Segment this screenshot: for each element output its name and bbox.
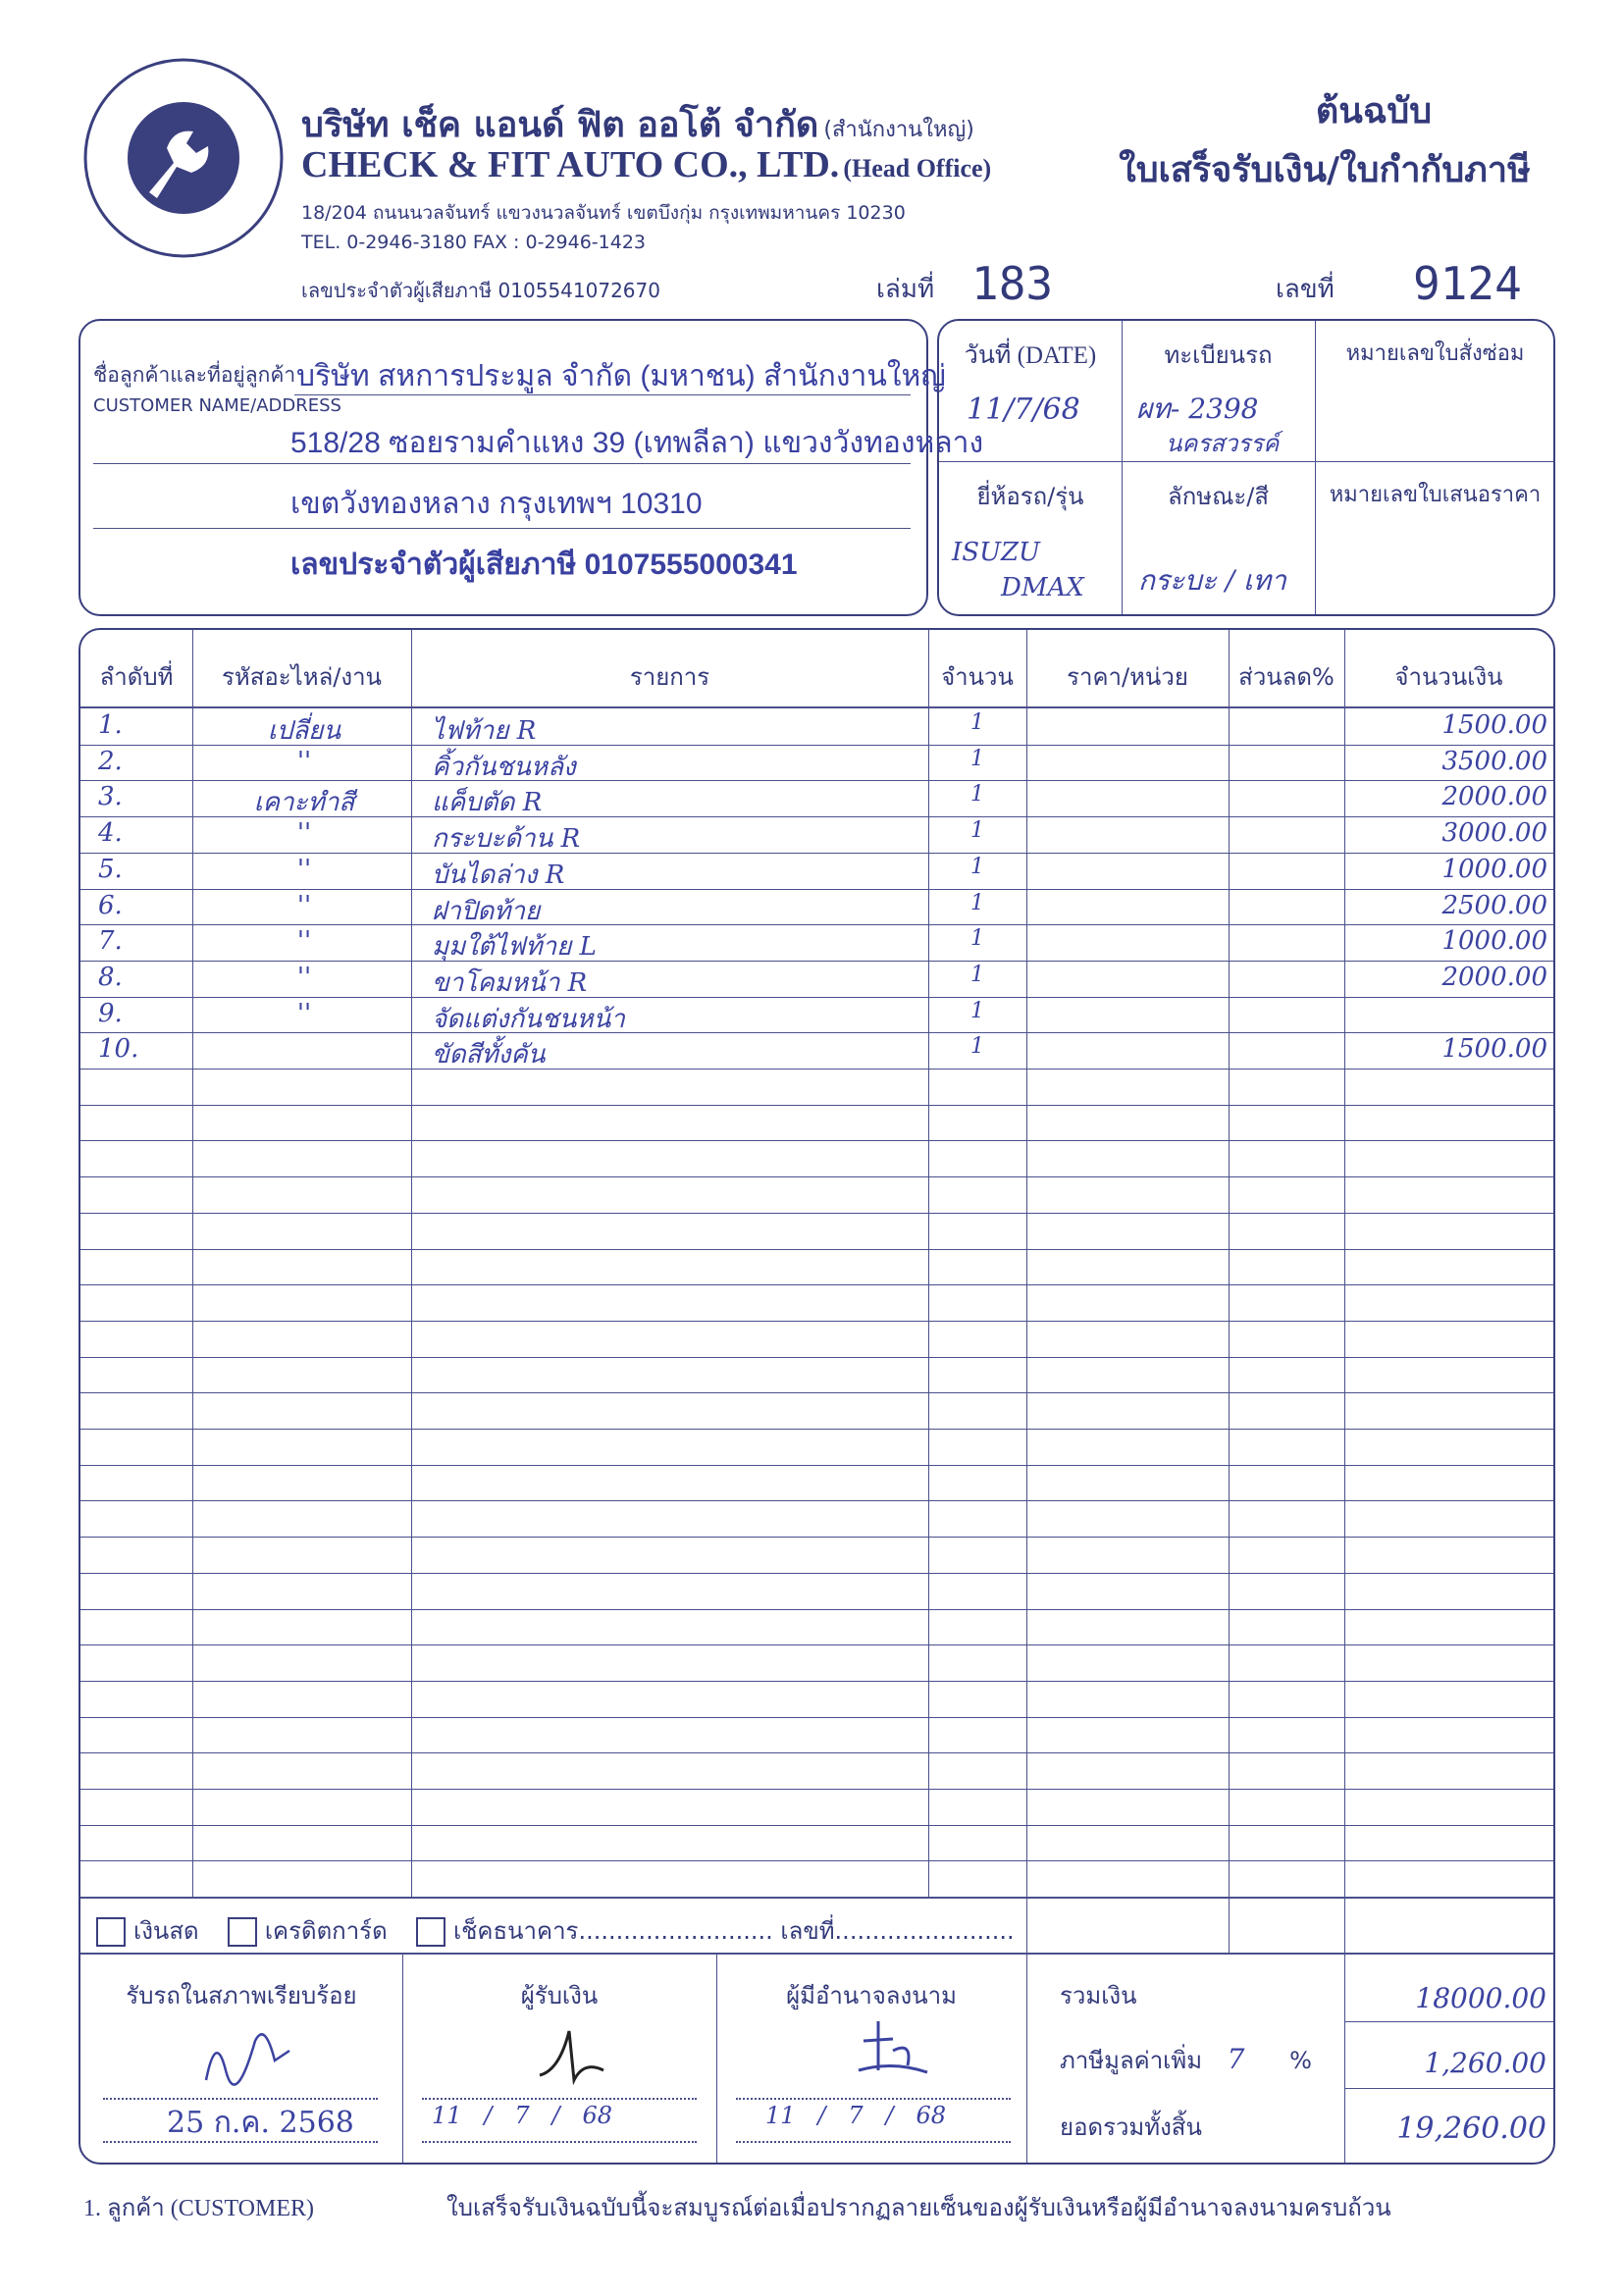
company-name-en-line bbox=[301, 143, 991, 186]
item-amount: 1000.00 bbox=[1441, 926, 1547, 957]
col-header-price: ราคา/หน่วย bbox=[1067, 663, 1188, 691]
company-phone: TEL. 0-2946-3180 FAX : 0-2946-1423 bbox=[301, 232, 647, 253]
date-header: วันที่ (DATE) bbox=[964, 342, 1097, 369]
item-code: '' bbox=[296, 890, 312, 920]
customer-label-en: CUSTOMER NAME/ADDRESS bbox=[93, 395, 341, 416]
item-amount: 3000.00 bbox=[1441, 818, 1547, 849]
grid-line bbox=[1344, 630, 1345, 1953]
item-no: 7. bbox=[98, 926, 123, 957]
grid-line bbox=[80, 1752, 1553, 1753]
book-number: 183 bbox=[971, 257, 1054, 310]
receiver-date: 11 / 7 / 68 bbox=[432, 2102, 613, 2129]
grid-line bbox=[80, 1717, 1553, 1718]
item-code: '' bbox=[296, 854, 312, 884]
document-title: ใบเสร็จรับเงิน/ใบกำกับภาษี bbox=[1119, 150, 1531, 190]
plate-value-1: ผท- 2398 bbox=[1136, 392, 1259, 425]
item-code: เปลี่ยน bbox=[267, 716, 341, 746]
company-name-th-suffix: (สำนักงานใหญ่) bbox=[823, 118, 974, 142]
item-no: 4. bbox=[98, 818, 123, 849]
item-qty: 1 bbox=[970, 998, 984, 1023]
item-description: ไฟท้าย R bbox=[432, 716, 537, 746]
brand-value-1: ISUZU bbox=[952, 538, 1040, 567]
grid-line bbox=[80, 1357, 1553, 1358]
credit-card-label: เครดิตการ์ด bbox=[264, 1917, 388, 1945]
item-code: '' bbox=[296, 962, 312, 992]
col-header-amount: จำนวนเงิน bbox=[1394, 663, 1503, 691]
grid-line bbox=[80, 1681, 1553, 1682]
repair-order-header: หมายเลขใบสั่งซ่อม bbox=[1345, 341, 1525, 366]
authorized-signature bbox=[844, 2011, 942, 2094]
plate-header: ทะเบียนรถ bbox=[1164, 341, 1273, 369]
item-no: 9. bbox=[98, 998, 123, 1028]
item-qty: 1 bbox=[970, 890, 984, 915]
company-name-th: บริษัท เช็ค แอนด์ ฟิต ออโต้ จำกัด bbox=[301, 105, 819, 145]
item-description: มุมใต้ไฟท้าย L bbox=[432, 932, 597, 963]
cash-label: เงินสด bbox=[133, 1917, 199, 1945]
item-qty: 1 bbox=[970, 962, 984, 987]
grid-line bbox=[80, 1500, 1553, 1501]
item-amount: 1500.00 bbox=[1441, 1034, 1547, 1065]
authorized-label: ผู้มีอำนาจลงนาม bbox=[786, 1982, 957, 2009]
item-qty: 1 bbox=[970, 818, 984, 844]
vat-rate: 7 bbox=[1227, 2043, 1245, 2075]
customer-label-th: ชื่อลูกค้าและที่อยู่ลูกค้า bbox=[93, 363, 296, 387]
book-label: เล่มที่ bbox=[876, 275, 935, 304]
cash-checkbox[interactable] bbox=[96, 1917, 126, 1947]
item-code: เคาะทำสี bbox=[253, 788, 355, 818]
vat-value: 1,260.00 bbox=[1424, 2047, 1546, 2079]
item-description: จัดแต่งกันชนหน้า bbox=[432, 1004, 625, 1034]
col-header-desc: รายการ bbox=[629, 663, 710, 691]
received-date: 25 ก.ค. 2568 bbox=[167, 2106, 354, 2140]
grid-line bbox=[80, 1429, 1553, 1430]
grid-line bbox=[411, 630, 412, 1897]
color-value: กระบะ / เทา bbox=[1138, 564, 1286, 597]
grid-line bbox=[80, 706, 1553, 708]
item-no: 3. bbox=[98, 782, 123, 812]
vat-label: ภาษีมูลค่าเพิ่ม bbox=[1060, 2047, 1203, 2074]
grid-line bbox=[1026, 630, 1027, 1953]
grid-line bbox=[192, 630, 193, 1897]
item-qty: 1 bbox=[970, 746, 984, 771]
item-code: '' bbox=[296, 818, 312, 849]
receiver-label: ผู้รับเงิน bbox=[520, 1982, 599, 2009]
item-no: 10. bbox=[98, 1034, 139, 1065]
item-description: คิ้วกันชนหลัง bbox=[432, 752, 576, 782]
item-qty: 1 bbox=[970, 710, 984, 735]
customer-address-2: เขตวังทองหลาง กรุงเทพฯ 10310 bbox=[290, 488, 703, 520]
footer-note: ใบเสร็จรับเงินฉบับนี้จะสมบูรณ์ต่อเมื่อปรากฏลายเซ็นของผู้รับเงินหรือผู้มีอำนาจลงนามครบถ้วน bbox=[446, 2194, 1391, 2221]
grid-line bbox=[80, 1249, 1553, 1250]
item-qty: 1 bbox=[970, 1034, 984, 1060]
item-description: กระบะด้าน R bbox=[432, 824, 581, 855]
customer-address-1: 518/28 ซอยรามคำแหง 39 (เทพลีลา) แขวงวังทองหลาง bbox=[290, 427, 984, 459]
grid-line bbox=[1344, 2021, 1553, 2022]
grid-line bbox=[80, 1825, 1553, 1826]
grid-line bbox=[80, 1789, 1553, 1790]
item-description: ฝาปิดท้าย bbox=[432, 896, 541, 926]
item-amount: 2500.00 bbox=[1441, 890, 1547, 920]
grid-line bbox=[80, 1392, 1553, 1393]
received-signature bbox=[196, 2011, 304, 2094]
credit-card-checkbox[interactable] bbox=[228, 1917, 257, 1947]
grid-line bbox=[80, 1465, 1553, 1466]
item-code: '' bbox=[296, 746, 312, 776]
cheque-checkbox[interactable] bbox=[416, 1917, 445, 1947]
grand-total-value: 19,260.00 bbox=[1396, 2112, 1546, 2146]
company-logo bbox=[80, 55, 287, 261]
customer-name: บริษัท สหการประมูล จำกัด (มหาชน) สำนักงานใหญ่ bbox=[296, 360, 946, 392]
grid-line bbox=[80, 1537, 1553, 1538]
grid-line bbox=[80, 1860, 1553, 1861]
company-name-en: CHECK & FIT AUTO CO., LTD. bbox=[301, 144, 840, 185]
item-description: ขัดสีทั้งคัน bbox=[432, 1040, 546, 1070]
brand-value-2: DMAX bbox=[1001, 573, 1084, 602]
grid-line bbox=[80, 1105, 1553, 1106]
subtotal-label: รวมเงิน bbox=[1060, 1982, 1137, 2009]
quote-header: หมายเลขใบเสนอราคา bbox=[1329, 483, 1542, 507]
col-header-code: รหัสอะไหล่/งาน bbox=[222, 663, 382, 691]
grid-line bbox=[80, 1897, 1553, 1899]
item-qty: 1 bbox=[970, 854, 984, 879]
doc-number-label: เลขที่ bbox=[1276, 275, 1335, 304]
col-header-no: ลำดับที่ bbox=[99, 663, 174, 691]
color-header: ลักษณะ/สี bbox=[1168, 483, 1269, 510]
copy-label: ต้นฉบับ bbox=[1315, 91, 1433, 131]
item-description: แค็บตัด R bbox=[432, 788, 543, 818]
grid-line bbox=[80, 1644, 1553, 1645]
date-value: 11/7/68 bbox=[967, 392, 1080, 427]
grid-line bbox=[80, 1573, 1553, 1574]
item-qty: 1 bbox=[970, 926, 984, 952]
vat-percent: % bbox=[1289, 2047, 1312, 2074]
company-tax-id: เลขประจำตัวผู้เสียภาษี 0105541072670 bbox=[301, 279, 660, 302]
customer-tax-id: เลขประจำตัวผู้เสียภาษี 0107555000341 bbox=[290, 548, 798, 581]
item-description: ขาโคมหน้า R bbox=[432, 967, 588, 998]
item-no: 8. bbox=[98, 962, 123, 992]
item-amount: 2000.00 bbox=[1441, 962, 1547, 992]
grid-line bbox=[80, 1284, 1553, 1285]
payment-methods bbox=[96, 1911, 1015, 1950]
receiver-signature bbox=[530, 2021, 618, 2094]
item-qty: 1 bbox=[970, 782, 984, 808]
grid-line bbox=[80, 1213, 1553, 1214]
vat-line bbox=[1060, 2041, 1312, 2079]
item-amount: 1500.00 bbox=[1441, 710, 1547, 740]
grid-line bbox=[1229, 630, 1230, 1953]
item-no: 6. bbox=[98, 890, 123, 920]
copy-note: 1. ลูกค้า (CUSTOMER) bbox=[83, 2196, 315, 2221]
item-no: 5. bbox=[98, 854, 123, 884]
doc-number: 9124 bbox=[1413, 257, 1522, 310]
company-address: 18/204 ถนนนวลจันทร์ แขวงนวลจันทร์ เขตบึงกุ่ม กรุงเทพมหานคร 10230 bbox=[301, 202, 906, 224]
grid-line bbox=[1026, 1953, 1027, 2163]
item-code: '' bbox=[296, 926, 312, 957]
item-amount: 2000.00 bbox=[1441, 782, 1547, 812]
company-name-en-suffix: (Head Office) bbox=[843, 154, 992, 183]
grid-line bbox=[80, 1321, 1553, 1322]
item-code: '' bbox=[296, 998, 312, 1028]
item-description: บันไดล่าง R bbox=[432, 860, 565, 890]
received-vehicle-label: รับรถในสภาพเรียบร้อย bbox=[126, 1982, 357, 2009]
authorized-date: 11 / 7 / 68 bbox=[765, 2102, 947, 2129]
item-no: 1. bbox=[98, 710, 123, 740]
plate-value-2: นครสวรรค์ bbox=[1166, 430, 1280, 457]
grand-total-label: ยอดรวมทั้งสิ้น bbox=[1060, 2113, 1202, 2141]
cheque-label: เช็คธนาคาร.......................... เลขที่........................ bbox=[452, 1917, 1015, 1945]
item-no: 2. bbox=[98, 746, 123, 776]
grid-line bbox=[80, 1140, 1553, 1141]
grid-line bbox=[80, 1953, 1553, 1955]
item-amount: 3500.00 bbox=[1441, 746, 1547, 776]
col-header-discount: ส่วนลด% bbox=[1238, 663, 1335, 691]
subtotal-value: 18000.00 bbox=[1415, 1982, 1546, 2014]
col-header-qty: จำนวน bbox=[941, 663, 1014, 691]
grid-line bbox=[80, 1609, 1553, 1610]
brand-header: ยี่ห้อรถ/รุ่น bbox=[976, 483, 1084, 510]
grid-line bbox=[1344, 2088, 1553, 2089]
item-amount: 1000.00 bbox=[1441, 854, 1547, 884]
grid-line bbox=[80, 1176, 1553, 1177]
